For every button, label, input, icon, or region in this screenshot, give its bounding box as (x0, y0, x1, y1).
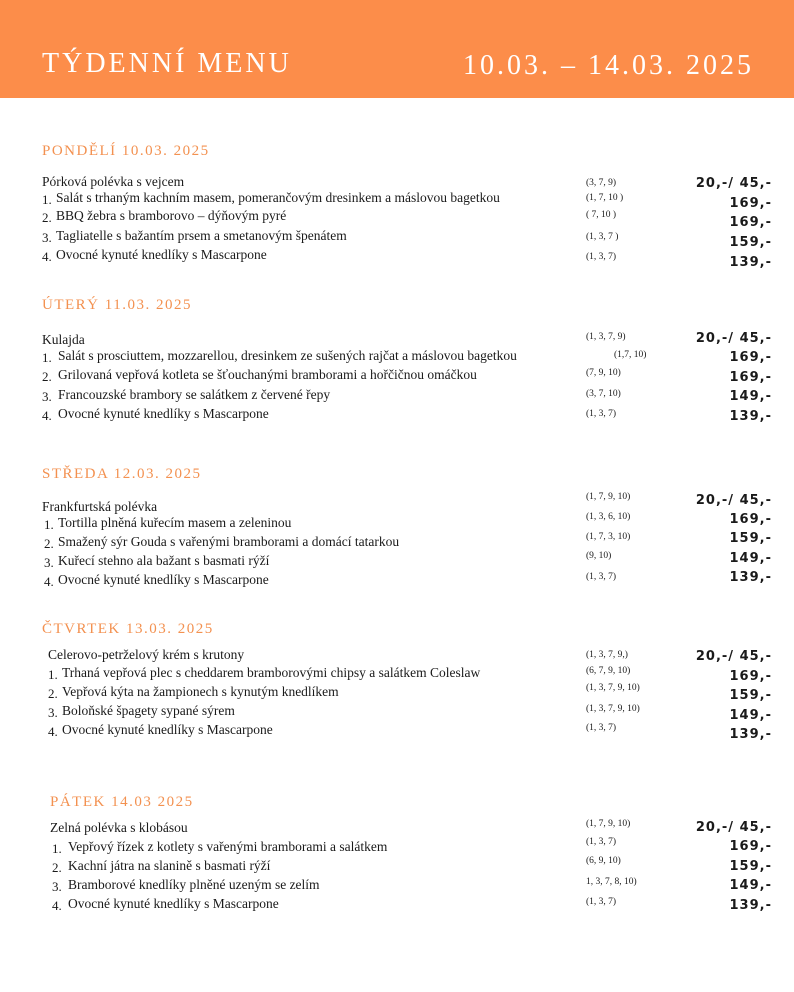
item-allergens: (1, 3, 7, 9, 10) (586, 683, 640, 693)
item-number: 4. (52, 898, 62, 913)
item-price: 139,- (729, 570, 772, 585)
day-heading: PÁTEK 14.03 2025 (50, 794, 194, 810)
item-name: Vepřová kýta na žampionech s kynutým knedlíkem (62, 684, 339, 699)
soup-allergens: (1, 3, 7, 9,) (586, 650, 628, 660)
item-number: 2. (42, 210, 52, 225)
soup-allergens: (3, 7, 9) (586, 178, 617, 188)
item-name: Bramborové knedlíky plněné uzeným se zelím (68, 877, 320, 892)
item-number: 3. (44, 555, 54, 570)
soup-price: 20,-/ 45,- (695, 176, 772, 191)
item-price: 159,- (729, 688, 772, 703)
item-name: Smažený sýr Gouda s vařenými bramborami a domácí tatarkou (58, 534, 400, 549)
item-price: 159,- (729, 235, 772, 250)
soup-name: Pórková polévka s vejcem (42, 174, 185, 189)
item-allergens: (1,7, 10) (614, 350, 647, 360)
item-number: 3. (52, 879, 62, 894)
header-banner (0, 0, 794, 98)
soup-name: Zelná polévka s klobásou (50, 820, 188, 835)
item-number: 4. (44, 574, 54, 589)
item-allergens: (1, 3, 6, 10) (586, 512, 631, 522)
item-price: 149,- (729, 708, 772, 723)
day-heading: ČTVRTEK 13.03. 2025 (42, 621, 214, 637)
item-price: 149,- (729, 551, 772, 566)
item-name: Ovocné kynuté knedlíky s Mascarpone (58, 572, 269, 587)
item-name: Tortilla plněná kuřecím masem a zeleninou (58, 515, 292, 530)
menu-title: TÝDENNÍ MENU (42, 48, 292, 79)
item-name: Grilovaná vepřová kotleta se šťouchanými bramborami a hořčičnou omáčkou (58, 367, 477, 382)
item-number: 2. (44, 536, 54, 551)
item-price: 159,- (729, 531, 772, 546)
item-number: 3. (42, 389, 52, 404)
item-name: Tagliatelle s bažantím prsem a smetanovým špenátem (56, 228, 347, 243)
item-name: Ovocné kynuté knedlíky s Mascarpone (58, 406, 269, 421)
soup-name: Celerovo-petrželový krém s krutony (48, 647, 245, 662)
item-name: BBQ žebra s bramborovo – dýňovým pyré (56, 208, 287, 223)
day-heading: ÚTERÝ 11.03. 2025 (42, 297, 192, 313)
day-heading: PONDĚLÍ 10.03. 2025 (42, 143, 210, 159)
item-number: 1. (52, 841, 62, 856)
item-allergens: (1, 3, 7 ) (586, 232, 619, 242)
item-name: Salát s trhaným kachním masem, pomerančovým dresinkem a máslovou bagetkou (56, 190, 500, 205)
soup-name: Kulajda (42, 332, 85, 347)
item-allergens: (1, 3, 7) (586, 723, 617, 733)
item-price: 139,- (729, 255, 772, 270)
item-price: 169,- (729, 839, 772, 854)
item-allergens: (9, 10) (586, 551, 612, 561)
item-number: 3. (42, 230, 52, 245)
item-number: 1. (48, 667, 58, 682)
item-number: 2. (48, 686, 58, 701)
item-price: 159,- (729, 859, 772, 874)
item-number: 2. (52, 860, 62, 875)
item-number: 4. (48, 724, 58, 739)
item-allergens: (6, 9, 10) (586, 856, 621, 866)
soup-allergens: (1, 3, 7, 9) (586, 332, 626, 342)
day-heading: STŘEDA 12.03. 2025 (42, 466, 202, 482)
item-allergens: 1, 3, 7, 8, 10) (586, 877, 637, 887)
week-dates: 10.03. – 14.03. 2025 (463, 50, 754, 81)
item-price: 169,- (729, 370, 772, 385)
item-allergens: ( 7, 10 ) (586, 210, 617, 220)
item-price: 139,- (729, 727, 772, 742)
item-price: 169,- (729, 669, 772, 684)
item-number: 4. (42, 408, 52, 423)
item-price: 169,- (729, 215, 772, 230)
soup-allergens: (1, 7, 9, 10) (586, 819, 631, 829)
item-price: 169,- (729, 196, 772, 211)
item-name: Vepřový řízek z kotlety s vařenými bramborami a salátkem (68, 839, 388, 854)
item-allergens: (1, 3, 7) (586, 572, 617, 582)
item-allergens: (1, 7, 3, 10) (586, 532, 631, 542)
item-name: Kuřecí stehno ala bažant s basmati rýží (58, 553, 270, 568)
item-allergens: (7, 9, 10) (586, 368, 621, 378)
item-allergens: (6, 7, 9, 10) (586, 666, 631, 676)
item-price: 149,- (729, 878, 772, 893)
item-number: 1. (44, 517, 54, 532)
item-allergens: (1, 3, 7) (586, 252, 617, 262)
item-number: 1. (42, 350, 52, 365)
soup-price: 20,-/ 45,- (695, 493, 772, 508)
item-allergens: (1, 3, 7, 9, 10) (586, 704, 640, 714)
item-price: 169,- (729, 512, 772, 527)
item-price: 139,- (729, 898, 772, 913)
item-number: 3. (48, 705, 58, 720)
item-number: 1. (42, 192, 52, 207)
soup-price: 20,-/ 45,- (695, 820, 772, 835)
item-allergens: (1, 3, 7) (586, 897, 617, 907)
soup-allergens: (1, 7, 9, 10) (586, 492, 631, 502)
item-allergens: (1, 3, 7) (586, 837, 617, 847)
item-price: 169,- (729, 350, 772, 365)
soup-name: Frankfurtská polévka (42, 499, 158, 514)
item-number: 4. (42, 249, 52, 264)
item-name: Francouzské brambory se salátkem z červené řepy (58, 387, 331, 402)
item-number: 2. (42, 369, 52, 384)
item-name: Ovocné kynuté knedlíky s Mascarpone (68, 896, 279, 911)
item-name: Trhaná vepřová plec s cheddarem bramborovými chipsy a salátkem Coleslaw (62, 665, 481, 680)
item-name: Boloňské špagety sypané sýrem (62, 703, 235, 718)
item-name: Ovocné kynuté knedlíky s Mascarpone (62, 722, 273, 737)
item-price: 149,- (729, 389, 772, 404)
soup-price: 20,-/ 45,- (695, 649, 772, 664)
item-allergens: (3, 7, 10) (586, 389, 621, 399)
item-allergens: (1, 7, 10 ) (586, 193, 624, 203)
item-name: Ovocné kynuté knedlíky s Mascarpone (56, 247, 267, 262)
item-price: 139,- (729, 409, 772, 424)
item-name: Kachní játra na slanině s basmati rýží (68, 858, 271, 873)
item-allergens: (1, 3, 7) (586, 409, 617, 419)
soup-price: 20,-/ 45,- (695, 331, 772, 346)
item-name: Salát s prosciuttem, mozzarellou, dresinkem ze sušených rajčat a máslovou bagetkou (58, 348, 517, 363)
